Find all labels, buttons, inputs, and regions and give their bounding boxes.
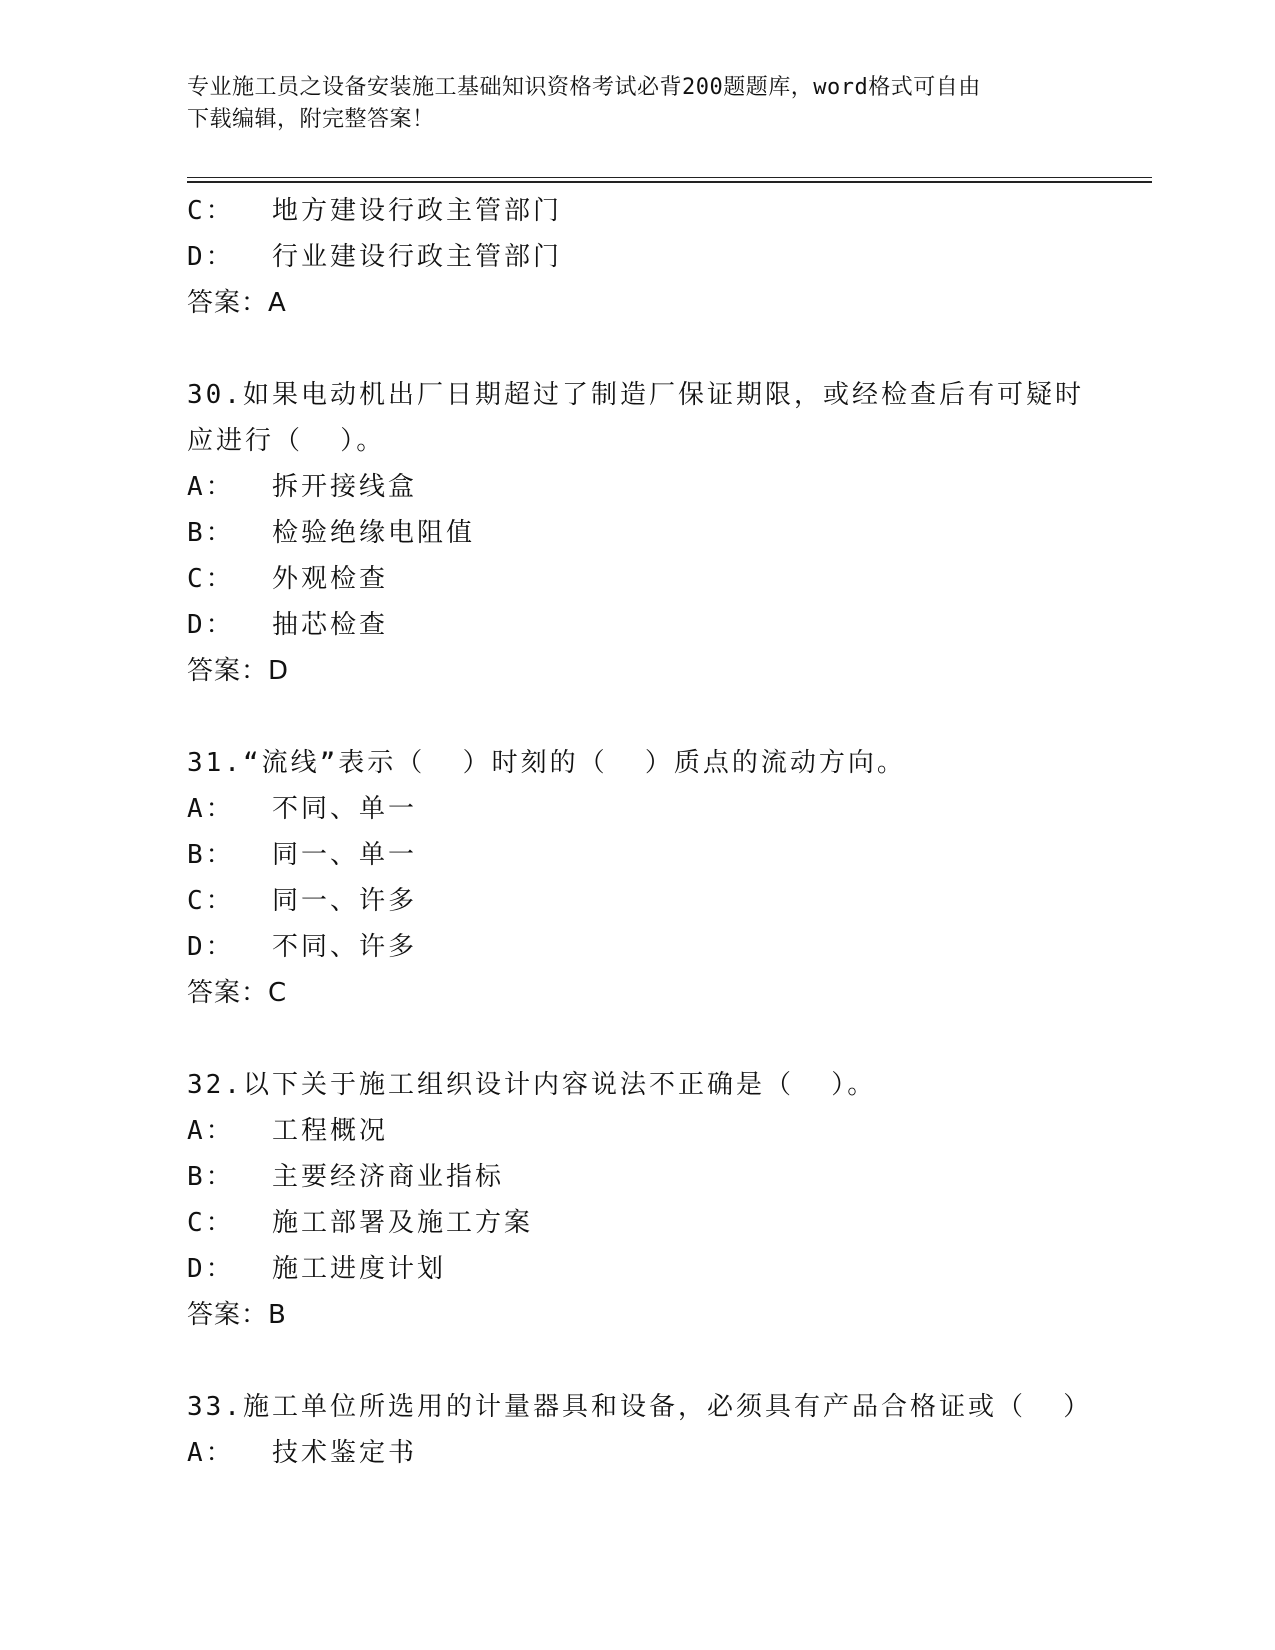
question-stem: 33.施工单位所选用的计量器具和设备，必须具有产品合格证或（ ） — [187, 1392, 1093, 1422]
header-line-2: 下载编辑，附完整答案！ — [187, 107, 435, 132]
question-list — [187, 188, 1093, 1476]
option-a: A： 拆开接线盒 — [187, 472, 417, 502]
option-c: C： 施工部署及施工方案 — [187, 1208, 533, 1238]
question-block-33 — [187, 1384, 1093, 1476]
option-d: D： 施工进度计划 — [187, 1254, 446, 1284]
question-stem: 应进行（ ）。 — [187, 426, 386, 456]
option-a: A： 工程概况 — [187, 1116, 388, 1146]
answer: 答案：C — [187, 978, 288, 1008]
question-block-prev — [187, 188, 1087, 326]
document-header — [187, 72, 1067, 136]
option-d: D： 行业建设行政主管部门 — [187, 242, 562, 272]
option-c: C： 同一、许多 — [187, 886, 417, 916]
option-b: B： 主要经济商业指标 — [187, 1162, 504, 1192]
option-c: C： 地方建设行政主管部门 — [187, 196, 562, 226]
option-b: B： 同一、单一 — [187, 840, 417, 870]
question-stem: 30.如果电动机出厂日期超过了制造厂保证期限，或经检查后有可疑时 — [187, 380, 1084, 410]
option-a: A： 技术鉴定书 — [187, 1438, 417, 1468]
option-c: C： 外观检查 — [187, 564, 388, 594]
option-a: A： 不同、单一 — [187, 794, 417, 824]
answer: 答案：A — [187, 288, 287, 318]
option-d: D： 不同、许多 — [187, 932, 417, 962]
header-divider-thin — [187, 177, 1152, 178]
header-line-1: 专业施工员之设备安装施工基础知识资格考试必背200题题库，word格式可自由 — [187, 75, 981, 100]
question-block-32 — [187, 1062, 1087, 1338]
answer: 答案：B — [187, 1300, 287, 1330]
question-stem: 31.“流线”表示（ ）时刻的（ ）质点的流动方向。 — [187, 748, 906, 778]
option-d: D： 抽芯检查 — [187, 610, 388, 640]
question-block-30 — [187, 372, 1087, 694]
question-block-31 — [187, 740, 1087, 1016]
answer: 答案：D — [187, 656, 290, 686]
header-divider-thick — [187, 181, 1152, 183]
option-b: B： 检验绝缘电阻值 — [187, 518, 475, 548]
question-stem: 32.以下关于施工组织设计内容说法不正确是（ ）。 — [187, 1070, 877, 1100]
